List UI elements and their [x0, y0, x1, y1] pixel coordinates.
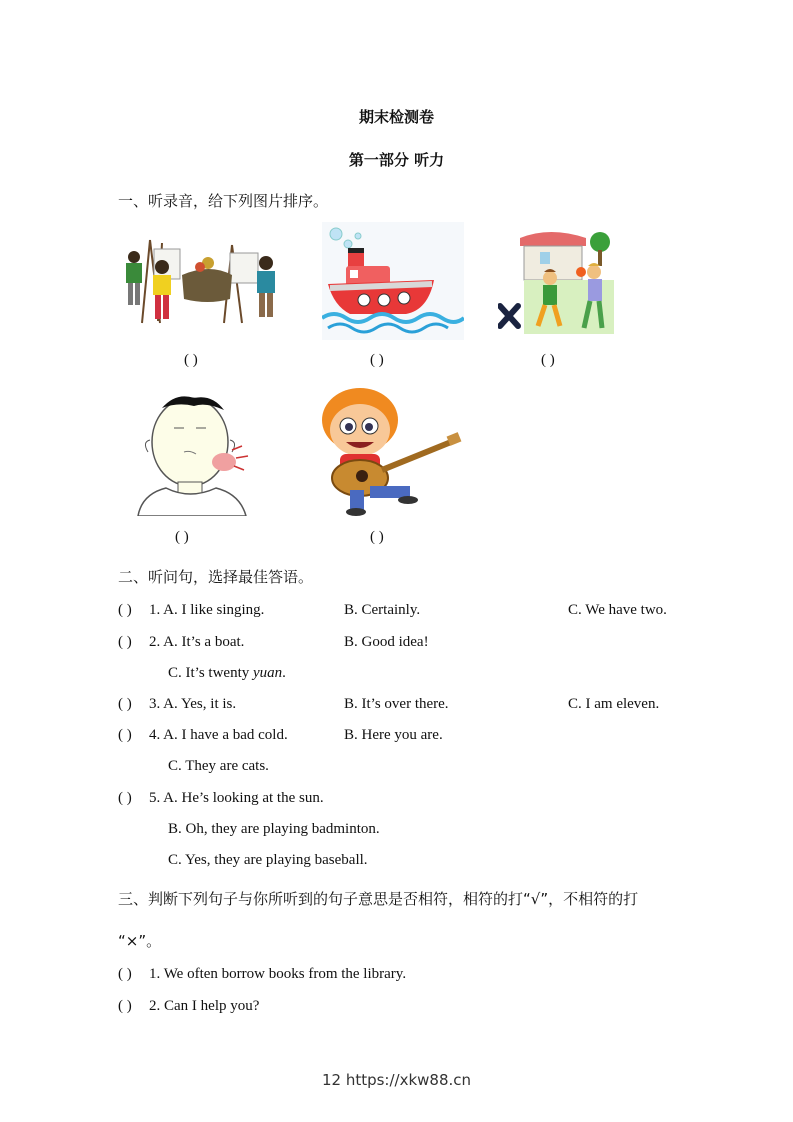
- q2-paren[interactable]: ( ): [118, 634, 132, 650]
- q1-paren[interactable]: ( ): [118, 602, 132, 618]
- q4-option-a: 4. A. I have a bad cold.: [149, 727, 288, 743]
- q5-option-c: C. Yes, they are playing baseball.: [168, 852, 368, 868]
- q1-option-b: B. Certainly.: [344, 602, 421, 618]
- page-title: 期末检测卷: [358, 108, 434, 126]
- q3-option-b: B. It’s over there.: [344, 696, 449, 712]
- q2-option-c-italic: yuan: [253, 665, 283, 681]
- boy-guitar-picture: [306, 386, 462, 516]
- children-painting-picture: [120, 235, 280, 327]
- picture4-paren[interactable]: ( ): [175, 529, 189, 545]
- picture3-paren[interactable]: ( ): [541, 352, 555, 368]
- toy-boat-picture: [322, 222, 464, 340]
- q2-option-a: 2. A. It’s a boat.: [149, 634, 245, 650]
- picture2-paren[interactable]: ( ): [370, 352, 384, 368]
- picture5-paren[interactable]: ( ): [370, 529, 384, 545]
- q1-option-c: C. We have two.: [568, 602, 667, 618]
- q3-option-a: 3. A. Yes, it is.: [149, 696, 237, 712]
- q2-option-b: B. Good idea!: [344, 634, 429, 650]
- picture1-paren[interactable]: ( ): [184, 352, 198, 368]
- q5-option-a: 5. A. He’s looking at the sun.: [149, 790, 324, 806]
- q4-option-c: C. They are cats.: [168, 758, 269, 774]
- section2-heading: 二、听问句，选择最佳答语。: [118, 568, 314, 586]
- section3-heading-line2: “×”。: [118, 932, 162, 950]
- s3-item2-text: 2. Can I help you?: [149, 998, 260, 1014]
- s3-item2-paren[interactable]: ( ): [118, 998, 132, 1014]
- q3-option-c: C. I am eleven.: [568, 696, 660, 712]
- boy-toothache-picture: [132, 390, 252, 516]
- kids-playing-ball-picture: [498, 228, 616, 336]
- q2-option-c: [168, 665, 286, 682]
- q5-paren[interactable]: ( ): [118, 790, 132, 806]
- section3-heading-line1: 三、判断下列句子与你所听到的句子意思是否相符，相符的打“√”，不相符的打: [118, 890, 639, 908]
- s3-item1-text: 1. We often borrow books from the library.: [149, 966, 407, 982]
- q2-option-c-text: C. It’s twenty: [168, 665, 253, 681]
- q4-option-b: B. Here you are.: [344, 727, 443, 743]
- q3-paren[interactable]: ( ): [118, 696, 132, 712]
- q5-option-b: B. Oh, they are playing badminton.: [168, 821, 380, 837]
- section1-heading: 一、听录音，给下列图片排序。: [118, 192, 329, 210]
- s3-item1-paren[interactable]: ( ): [118, 966, 132, 982]
- part-title: 第一部分 听力: [348, 151, 445, 169]
- page-footer: 12 https://xkw88.cn: [321, 1071, 472, 1089]
- q2-option-c-suffix: .: [282, 665, 286, 681]
- q4-paren[interactable]: ( ): [118, 727, 132, 743]
- q1-option-a: 1. A. I like singing.: [149, 602, 265, 618]
